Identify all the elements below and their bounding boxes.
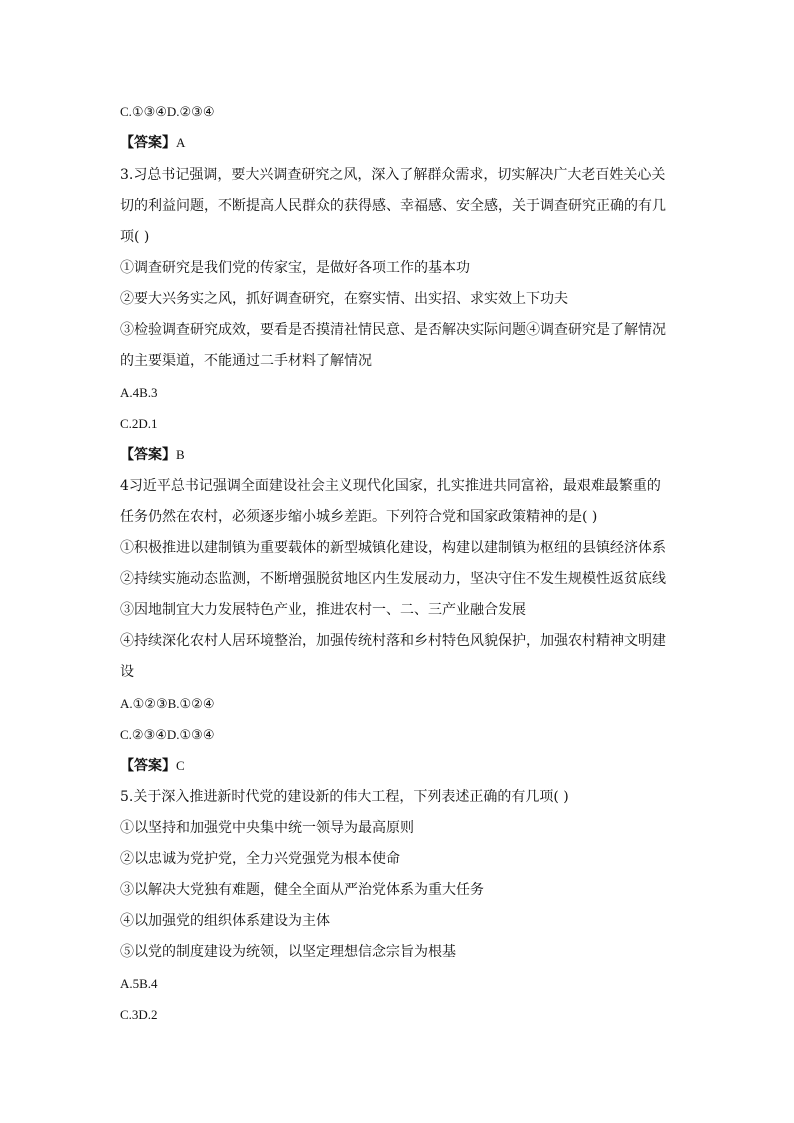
q5-statement-4: ④以加强党的组织体系建设为主体 (120, 913, 330, 929)
q3-statement-1: ①调查研究是我们党的传家宝，是做好各项工作的基本功 (120, 260, 470, 276)
q3-answer (120, 445, 185, 465)
q2-answer (120, 133, 185, 153)
q4-stem-line-2: 任务仍然在农村，必须逐步缩小城乡差距。下列符合党和国家政策精神的是( ) (120, 509, 598, 525)
answer-value: A (176, 135, 186, 150)
q5-statement-5: ⑤以党的制度建设为统领，以坚定理想信念宗旨为根基 (120, 944, 456, 960)
q5-statement-3: ③以解决大党独有难题，健全全面从严治党体系为重大任务 (120, 882, 484, 898)
q3-options-cd: C.2D.1 (120, 416, 158, 431)
answer-label: 【答案】 (120, 447, 176, 463)
q4-stem-line-1: 4习近平总书记强调全面建设社会主义现代化国家，扎实推进共同富裕，最艰难最繁重的 (120, 478, 661, 494)
answer-label: 【答案】 (120, 135, 176, 151)
q3-statement-4: 的主要渠道，不能通过二手材料了解情况 (120, 353, 372, 369)
q3-statement-2: ②要大兴务实之风，抓好调查研究，在察实情、出实招、求实效上下功夫 (120, 291, 568, 307)
q5-options-cd: C.3D.2 (120, 1007, 158, 1022)
answer-value: C (176, 758, 185, 773)
answer-value: B (176, 447, 185, 462)
q4-statement-2: ②持续实施动态监测，不断增强脱贫地区内生发展动力，坚决守住不发生规模性返贫底线 (120, 571, 666, 587)
answer-label: 【答案】 (120, 758, 176, 774)
q4-statement-4: ④持续深化农村人居环境整治，加强传统村落和乡村特色风貌保护，加强农村精神文明建 (120, 633, 666, 649)
q5-options-ab: A.5B.4 (120, 976, 158, 991)
q4-statement-1: ①积极推进以建制镇为重要载体的新型城镇化建设，构建以建制镇为枢纽的县镇经济体系 (120, 540, 666, 556)
q4-answer (120, 756, 185, 776)
q5-statement-2: ②以忠诚为党护党，全力兴党强党为根本使命 (120, 851, 400, 867)
q4-options-ab: A.①②③B.①②④ (120, 696, 215, 711)
q4-statement-4-cont: 设 (120, 664, 134, 680)
q3-stem-line-3: 项( ) (120, 229, 150, 245)
q5-stem-line-1: 5.关于深入推进新时代党的建设新的伟大工程，下列表述正确的有几项( ) (120, 789, 569, 805)
q3-options-ab: A.4B.3 (120, 385, 158, 400)
q3-statement-3: ③检验调查研究成效，要看是否摸清社情民意、是否解决实际问题④调查研究是了解情况 (120, 322, 666, 338)
q4-statement-3: ③因地制宜大力发展特色产业，推进农村一、二、三产业融合发展 (120, 602, 526, 618)
q5-statement-1: ①以坚持和加强党中央集中统一领导为最高原则 (120, 820, 414, 836)
q3-stem-line-1: 3.习总书记强调，要大兴调查研究之风，深入了解群众需求，切实解决广大老百姓关心关 (120, 167, 666, 183)
q4-options-cd: C.②③④D.①③④ (120, 727, 215, 742)
q3-stem-line-2: 切的利益问题，不断提高人民群众的获得感、幸福感、安全感，关于调查研究正确的有几 (120, 198, 666, 214)
q2-options-cd: C.①③④D.②③④ (120, 104, 215, 119)
